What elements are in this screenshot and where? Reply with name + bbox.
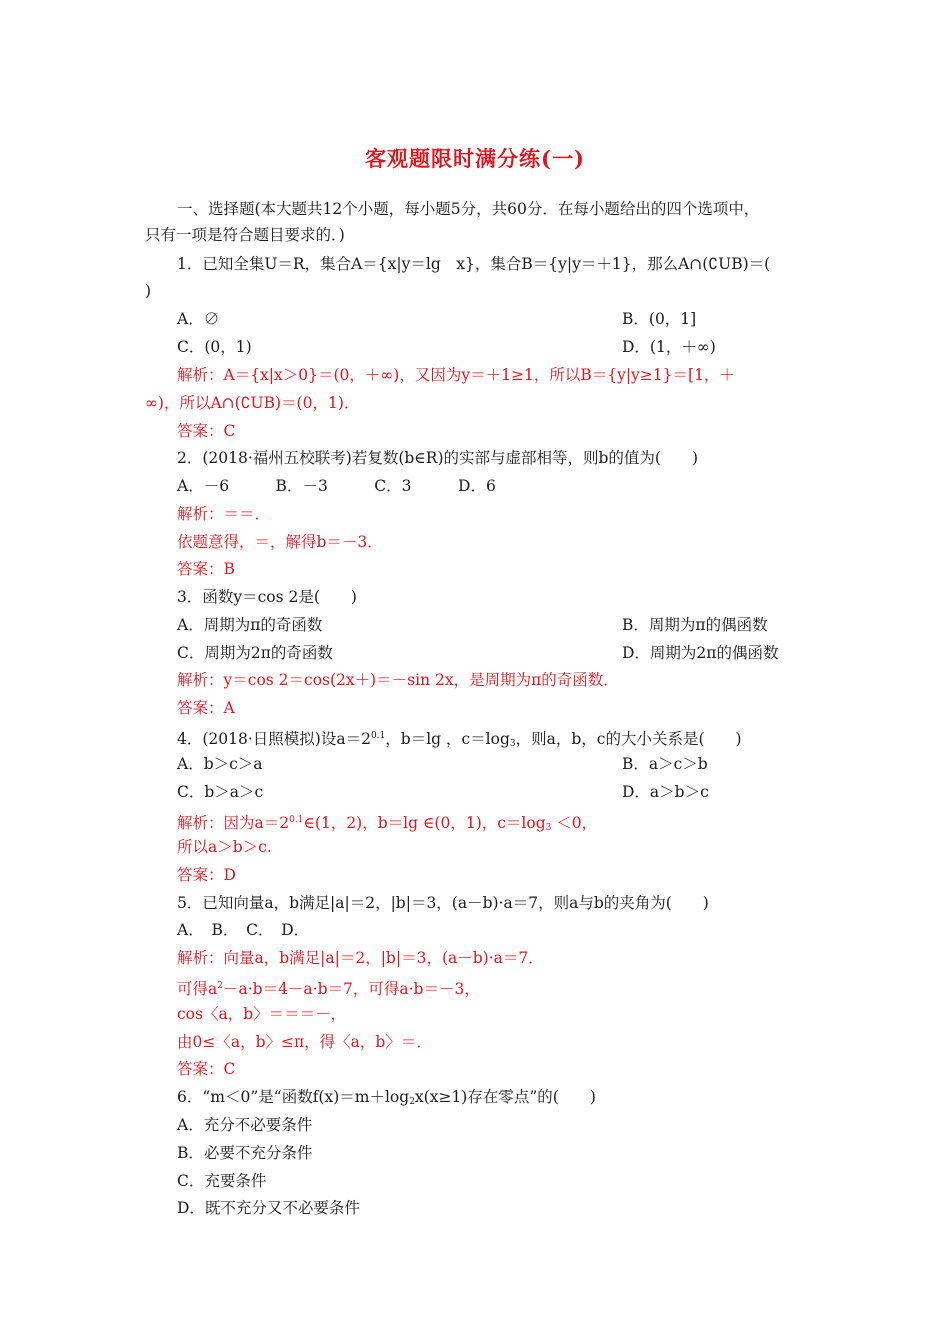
q1-stem: 1．已知全集U＝R，集合A＝{x|y＝lg x}，集合B＝{y|y＝＋1}，那么A∩(∁UB)＝( [177, 255, 771, 273]
q3-option-c: C．周期为2π的奇函数 [177, 644, 333, 662]
q5-analysis-line3: cos〈a，b〉＝＝＝－， [177, 1005, 347, 1023]
q1-stem-cont: ) [145, 282, 152, 300]
q3-stem: 3．函数y＝cos 2是( ) [177, 588, 357, 606]
q4-stem: 4．(2018·日照模拟)设$a=2^{0.1}$，b＝lg ，$c=\log_3$，则a，b，c的大小关系是( ) [177, 730, 742, 749]
section-intro-line2: 只有一项是符合题目要求的．) [145, 226, 345, 244]
q2-options: A．－6 B．－3 C．3 D．6 [177, 477, 496, 495]
q3-options-row1 [177, 614, 768, 636]
q4-analysis-cont: 所以a＞b＞c. [177, 838, 272, 856]
q1-analysis: 解析：A＝{x|x＞0}＝(0，＋∞)，又因为y＝＋1≥1，所以B＝{y|y≥1}＝[1，＋ [177, 366, 735, 384]
q1-options-row1 [177, 308, 697, 330]
q1-option-d: D．(1，＋∞) [622, 338, 716, 356]
q4-answer: 答案：D [177, 866, 236, 884]
q2-answer: 答案：B [177, 560, 235, 578]
q3-analysis: 解析：y＝cos 2＝cos(2x＋)＝－sin 2x，是周期为π的奇函数． [177, 671, 619, 689]
q1-options-row2 [177, 336, 716, 358]
q3-option-d: D．周期为2π的偶函数 [622, 644, 779, 662]
q1-option-c: C．(0，1) [177, 338, 252, 356]
q5-stem: 5．已知向量a，b满足|a|＝2，|b|＝3，(a－b)·a＝7，则a与b的夹角为( ) [177, 894, 709, 912]
q3-option-a: A．周期为π的奇函数 [177, 616, 323, 634]
page-title: 客观题限时满分练(一) [365, 146, 585, 171]
q1-option-b: B．(0，1] [622, 310, 697, 328]
q4-option-a: A．b＞c＞a [177, 755, 263, 773]
q6-stem: 6．“m＜0”是“函数$f(x)=m+\log_2x(x\ge 1)$存在零点”的( ) [177, 1088, 596, 1107]
q1-option-a: A．∅ [177, 310, 220, 328]
q3-options-row2 [177, 642, 779, 664]
q5-analysis: 解析：向量a，b满足|a|＝2，|b|＝3，(a－b)·a＝7． [177, 949, 544, 967]
q2-stem: 2．(2018·福州五校联考)若复数(b∈R)的实部与虚部相等，则b的值为( ) [177, 449, 699, 467]
q2-analysis-cont: 依题意得，＝，解得b＝－3． [177, 533, 383, 551]
q1-analysis-cont: ∞)，所以A∩(∁UB)＝(0，1)． [145, 394, 360, 412]
q2-analysis: 解析：＝＝． [177, 505, 271, 523]
section-intro-line1: 一、选择题(本大题共12个小题，每小题5分，共60分．在每小题给出的四个选项中， [177, 200, 760, 218]
q3-answer: 答案：A [177, 699, 235, 717]
q3-option-b: B．周期为π的偶函数 [622, 616, 768, 634]
q4-option-d: D．a＞b＞c [622, 783, 709, 801]
q6-option-a: A．充分不必要条件 [177, 1116, 313, 1134]
q5-analysis-line2: 可得$a^2-a\cdot b=4-a\cdot b=7$，可得a·b＝－3， [177, 980, 480, 998]
q4-option-b: B．a＞c＞b [622, 755, 708, 773]
q5-answer: 答案：C [177, 1060, 236, 1078]
q6-option-d: D．既不充分又不必要条件 [177, 1199, 360, 1217]
q5-options: A． B． C． D． [177, 921, 310, 939]
q6-option-c: C．充要条件 [177, 1172, 267, 1190]
q4-options-row1 [177, 753, 708, 775]
q4-options-row2 [177, 781, 709, 803]
q6-option-b: B．必要不充分条件 [177, 1144, 313, 1162]
q4-analysis: 解析：因为$a=2^{0.1}\in(1$，2)，b＝lg ∈(0，1)，$c=\log_3 <0$， [177, 814, 598, 833]
q5-analysis-line4: 由0≤〈a，b〉≤π，得〈a，b〉＝． [177, 1033, 432, 1051]
q1-answer: 答案：C [177, 422, 236, 440]
q4-option-c: C．b＞a＞c [177, 783, 264, 801]
